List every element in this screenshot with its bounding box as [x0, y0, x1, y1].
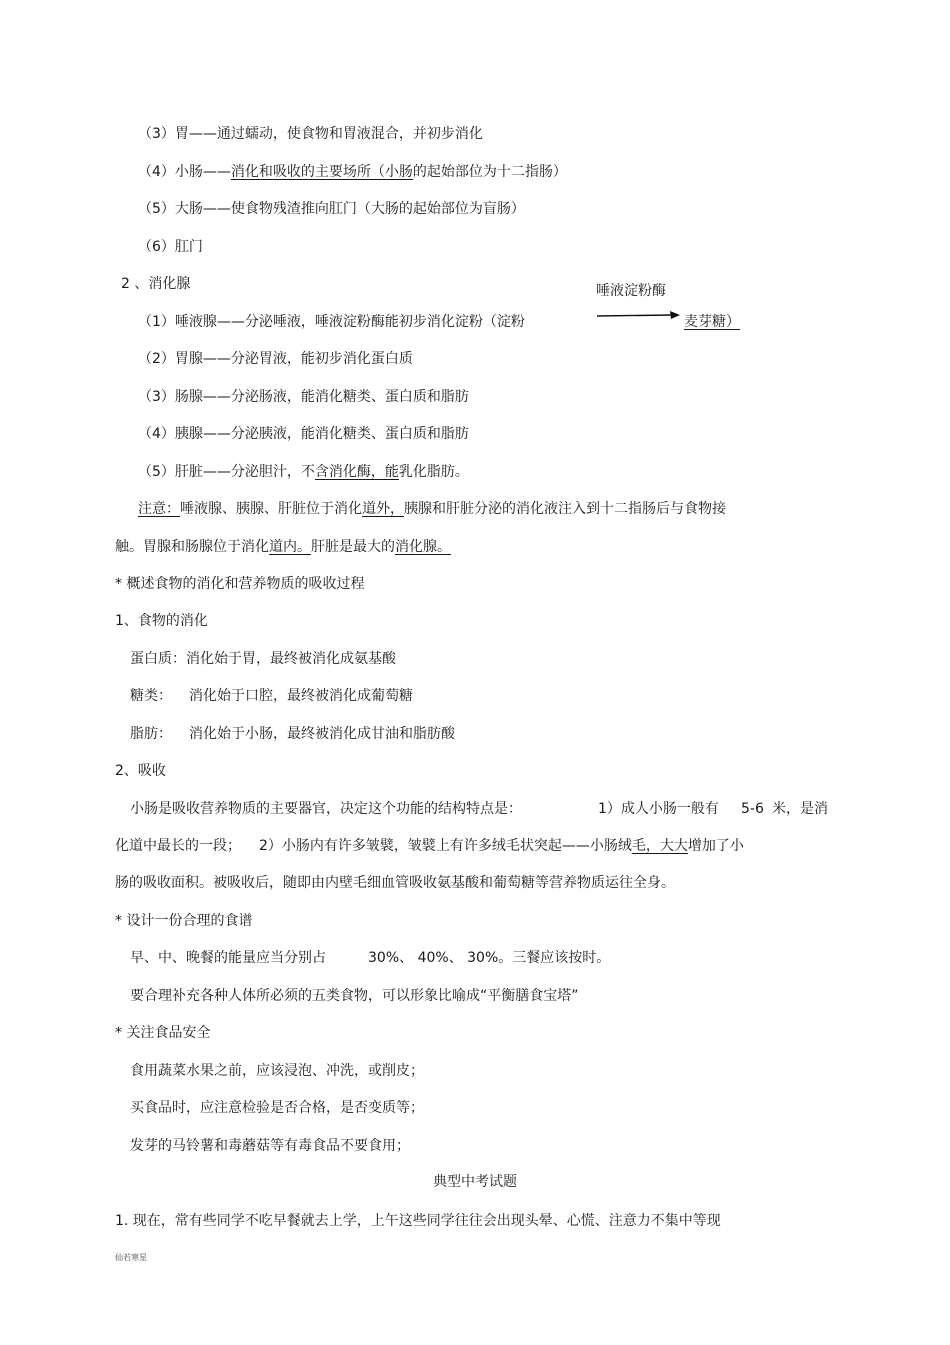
pancreas-line: （4）胰腺——分泌胰液，能消化糖类、蛋白质和脂肪 [138, 426, 469, 442]
liver-suffix: 乳化脂肪。 [398, 464, 469, 480]
recipe-line-1b: 30%、 40%、 30%。三餐应该按时。 [368, 950, 611, 966]
small-intestine-suffix: 的起始部位为十二指肠） [412, 164, 567, 180]
recipe-heading: * 设计一份合理的食谱 [115, 913, 253, 929]
food-digestion-heading: 1、食物的消化 [115, 613, 208, 629]
note-text-1b: 道外， [362, 501, 404, 517]
large-intestine-line: （5）大肠——使食物残渣推向肛门（大肠的起始部位为盲肠） [138, 201, 525, 217]
liver-prefix: （5）肝脏——分泌胆汁，不 [138, 464, 315, 480]
recipe-line-2: 要合理补充各种人体所必须的五类食物，可以形象比喻成“平衡膳食宝塔” [130, 988, 579, 1004]
absorption-line-1b: 1）成人小肠一般有 [598, 801, 719, 817]
gastric-gland-line: （2）胃腺——分泌胃液，能初步消化蛋白质 [138, 351, 413, 367]
absorption-line-2a: 化道中最长的一段； [115, 838, 241, 854]
absorption-line-1c: 5-6 [741, 801, 764, 817]
absorption-heading: 2、吸收 [115, 763, 166, 779]
reaction-arrow-icon [596, 308, 682, 322]
safety-line-1: 食用蔬菜水果之前，应该浸泡、冲洗，或削皮； [130, 1063, 424, 1079]
absorption-line-2 [259, 836, 744, 856]
absorption-text-2d: 增加了小 [687, 838, 744, 854]
safety-line-2: 买食品时，应注意检验是否合格，是否变质等； [130, 1100, 424, 1116]
note-text-1a: 唾液腺、胰腺、肝脏位于消化 [180, 501, 362, 517]
liver-underlined: 含消化酶，能 [314, 464, 399, 480]
note-text-2a: 触。胃腺和肠腺位于消化 [115, 539, 269, 555]
protein-line: 蛋白质：消化始于胃，最终被消化成氨基酸 [130, 651, 396, 667]
saliva-enzyme-label: 唾液淀粉酶 [596, 283, 666, 299]
absorption-text-2b: 2）小肠内有许多皱襞，皱襞上有许多绒毛状突起——小肠绒 [259, 838, 632, 854]
fat-label: 脂肪： [130, 726, 172, 742]
intestinal-gland-line: （3）肠腺——分泌肠液，能消化糖类、蛋白质和脂肪 [138, 389, 469, 405]
note-text-1c: 胰腺和肝脏分泌的消化液注入到十二指肠后与食物接 [404, 501, 726, 517]
small-intestine-line [138, 162, 567, 182]
absorption-line-3: 肠的吸收面积。被吸收后，随即由内壁毛细血管吸收氨基酸和葡萄糖等营养物质运往全身。 [115, 875, 675, 891]
small-intestine-prefix: （4）小肠—— [138, 164, 231, 180]
sugar-label: 糖类： [130, 688, 172, 704]
absorption-line-1a: 小肠是吸收营养物质的主要器官，决定这个功能的结构特点是： [130, 801, 522, 817]
exam-title: 典型中考试题 [433, 1174, 517, 1190]
recipe-line-1a: 早、中、晚餐的能量应当分别占 [130, 950, 326, 966]
note-text-2d: 消化腺。 [395, 539, 451, 555]
stomach-line: （3）胃——通过蠕动，使食物和胃液混合，并初步消化 [138, 126, 483, 142]
small-intestine-underlined: 消化和吸收的主要场所（小肠 [230, 164, 413, 180]
note-line-1 [138, 499, 726, 519]
absorption-line-1d: 米，是消 [772, 801, 828, 817]
salivary-gland-line: （1）唾液腺——分泌唾液，唾液淀粉酶能初步消化淀粉（淀粉 [138, 314, 525, 330]
note-text-2c: 肝脏是最大的 [311, 539, 395, 555]
page-footer: 仙若寒星 [115, 1253, 147, 1262]
note-label: 注意： [138, 501, 180, 517]
glands-heading: 2 、消化腺 [121, 276, 191, 292]
liver-line [138, 462, 469, 482]
fat-text: 消化始于小肠，最终被消化成甘油和脂肪酸 [189, 726, 455, 742]
digestion-section-heading: * 概述食物的消化和营养物质的吸收过程 [115, 576, 365, 592]
maltose-label: 麦芽糖） [684, 314, 740, 330]
anus-line: （6）肛门 [138, 239, 203, 255]
note-text-2b: 道内。 [269, 539, 311, 555]
safety-line-3: 发芽的马铃薯和毒蘑菇等有毒食品不要食用； [130, 1138, 410, 1154]
note-line-2 [115, 537, 451, 557]
safety-heading: * 关注食品安全 [115, 1025, 211, 1041]
absorption-text-2c: 毛，大大 [631, 838, 688, 854]
sugar-text: 消化始于口腔，最终被消化成葡萄糖 [189, 688, 413, 704]
exam-question-1: 1. 现在，常有些同学不吃早餐就去上学，上午这些同学往往会出现头晕、心慌、注意力不集中等现 [115, 1213, 721, 1229]
